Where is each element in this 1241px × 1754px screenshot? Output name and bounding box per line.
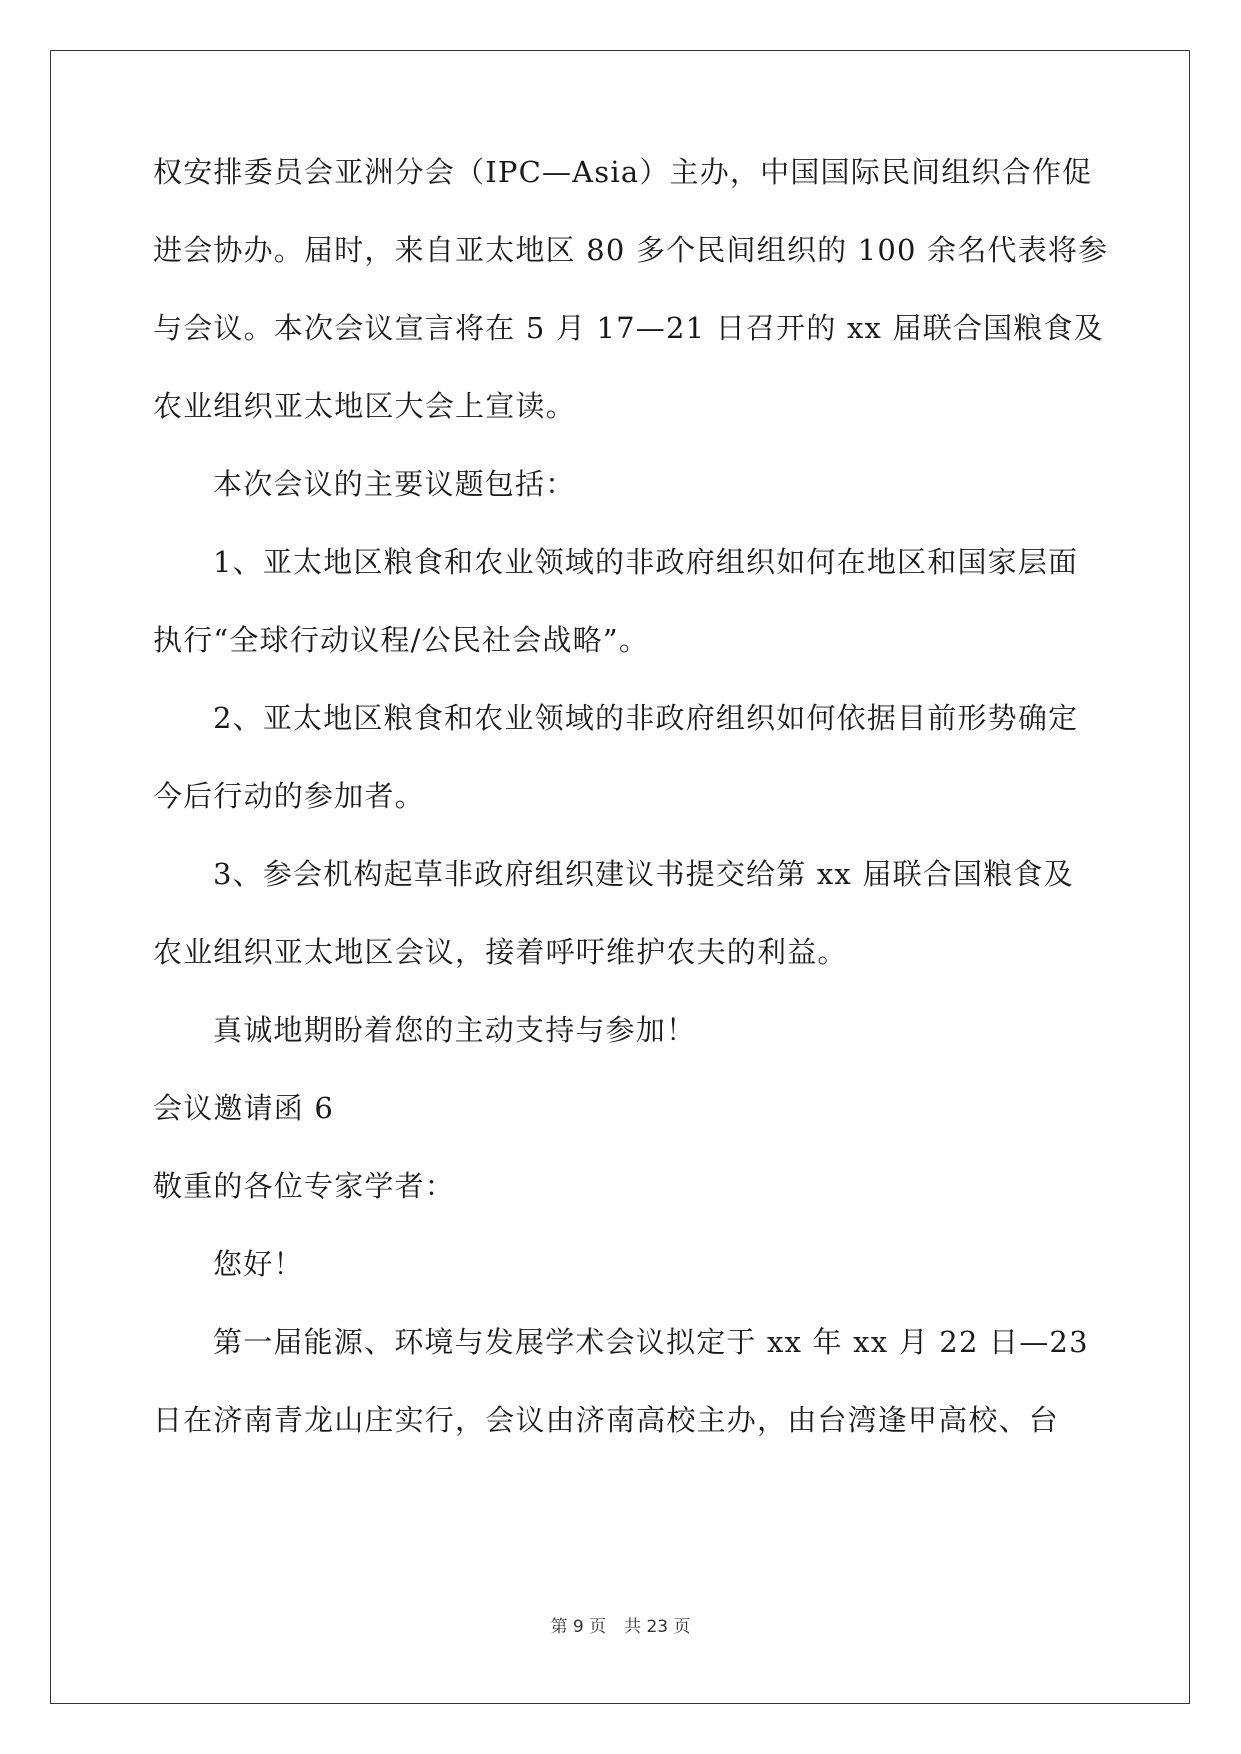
greeting: 您好！ — [213, 1247, 304, 1281]
body-line-16: 第一届能源、环境与发展学术会议拟定于 xx 年 xx 月 22 日—23 — [213, 1325, 1089, 1359]
page-number: 第 9 页 — [550, 1617, 607, 1637]
body-line-4: 农业组织亚太地区大会上宣读。 — [153, 389, 576, 423]
body-line-6: 1、亚太地区粮食和农业领域的非政府组织如何在地区和国家层面 — [213, 545, 1079, 579]
body-line-3: 与会议。本次会议宣言将在 5 月 17—21 日召开的 xx 届联合国粮食及 — [153, 311, 1104, 345]
page-footer — [0, 1612, 1241, 1637]
page-total: 共 23 页 — [624, 1617, 691, 1637]
body-line-8: 2、亚太地区粮食和农业领域的非政府组织如何依据目前形势确定 — [213, 701, 1079, 735]
body-line-5: 本次会议的主要议题包括： — [213, 467, 576, 501]
body-line-9: 今后行动的参加者。 — [153, 779, 425, 813]
body-line-17: 日在济南青龙山庄实行，会议由济南高校主办，由台湾逢甲高校、台 — [153, 1403, 1060, 1437]
body-line-11: 农业组织亚太地区会议，接着呼吁维护农夫的利益。 — [153, 935, 848, 969]
body-line-12: 真诚地期盼着您的主动支持与参加！ — [213, 1013, 697, 1047]
section-heading: 会议邀请函 6 — [153, 1091, 335, 1125]
salutation: 敬重的各位专家学者： — [153, 1169, 456, 1203]
body-line-2: 进会协办。届时，来自亚太地区 80 多个民间组织的 100 余名代表将参 — [153, 233, 1109, 267]
body-line-7: 执行“全球行动议程/公民社会战略”。 — [153, 623, 650, 657]
body-line-10: 3、参会机构起草非政府组织建议书提交给第 xx 届联合国粮食及 — [213, 857, 1074, 891]
body-line-1: 权安排委员会亚洲分会（IPC—Asia）主办，中国国际民间组织合作促 — [153, 155, 1093, 189]
